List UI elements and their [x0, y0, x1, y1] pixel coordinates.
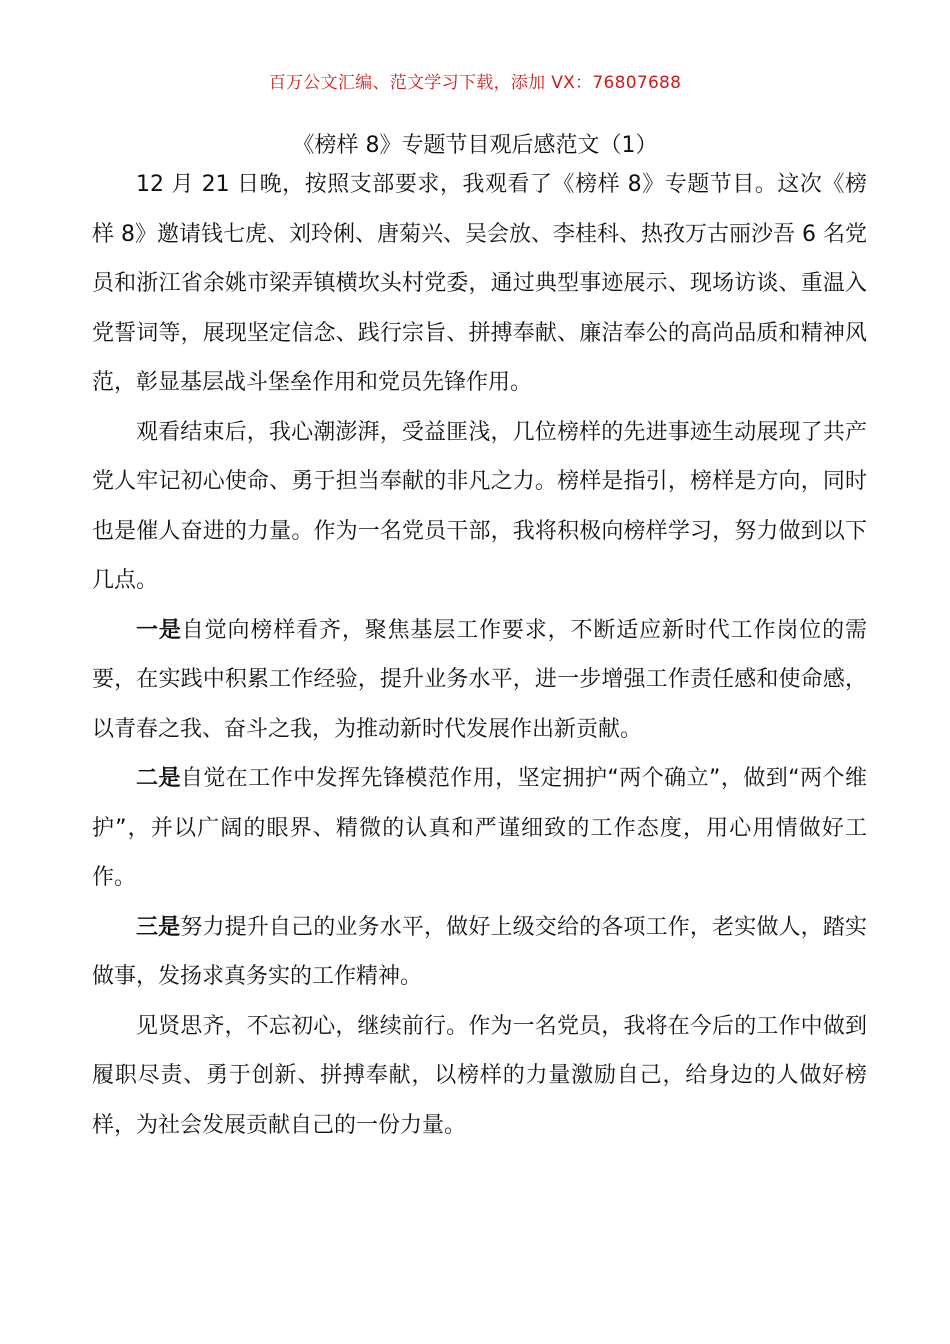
paragraph-text: 自觉在工作中发挥先锋模范作用，坚定拥护“两个确立”，做到“两个维护”，并以广阔的眼界、精微的认真和严谨细致的工作态度，用心用情做好工作。	[92, 766, 867, 890]
paragraph-lead: 一是	[136, 617, 182, 643]
header-watermark-note: 百万公文汇编、范文学习下载，添加 VX：76807688	[268, 73, 682, 93]
paragraph-point-two	[92, 754, 867, 903]
paragraph-text: 自觉向榜样看齐，聚焦基层工作要求，不断适应新时代工作岗位的需要，在实践中积累工作经验，提升业务水平，进一步增强工作责任感和使命感，以青春之我、奋斗之我，为推动新时代发展作出新贡献。	[92, 617, 867, 742]
paragraph-text: 12 月 21 日晚，按照支部要求，我观看了《榜样 8》专题节目。这次《榜样 8》邀请钱七虎、刘玲俐、唐菊兴、吴会放、李桂科、热孜万古丽沙吾 6 名党员和浙江省余姚市梁弄镇横坎头村党委，通过典型事迹展示、现场访谈、重温入党誓词等，展现坚定信念、践行宗旨、拼搏奉献、廉洁奉公的高尚品质和精神风范，彰显基层战斗堡垒作用和党员先锋作用。	[92, 172, 867, 395]
paragraph-point-one	[92, 606, 867, 755]
paragraph-point-three	[92, 903, 867, 1002]
paragraph-intro	[92, 160, 867, 408]
paragraph-conclusion	[92, 1002, 867, 1151]
document-title: 《榜样 8》专题节目观后感范文（1）	[292, 133, 658, 158]
paragraph-reflection	[92, 408, 867, 606]
document-body	[92, 160, 867, 1150]
paragraph-text: 见贤思齐，不忘初心，继续前行。作为一名党员，我将在今后的工作中做到履职尽责、勇于创新、拼搏奉献，以榜样的力量激励自己，给身边的人做好榜样，为社会发展贡献自己的一份力量。	[92, 1013, 867, 1138]
paragraph-lead: 三是	[136, 914, 181, 940]
paragraph-text: 观看结束后，我心潮澎湃，受益匪浅，几位榜样的先进事迹生动展现了共产党人牢记初心使命、勇于担当奉献的非凡之力。榜样是指引，榜样是方向，同时也是催人奋进的力量。作为一名党员干部，我将积极向榜样学习，努力做到以下几点。	[92, 419, 867, 593]
paragraph-text: 努力提升自己的业务水平，做好上级交给的各项工作，老实做人，踏实做事，发扬求真务实的工作精神。	[92, 914, 867, 989]
paragraph-lead: 二是	[136, 766, 181, 791]
